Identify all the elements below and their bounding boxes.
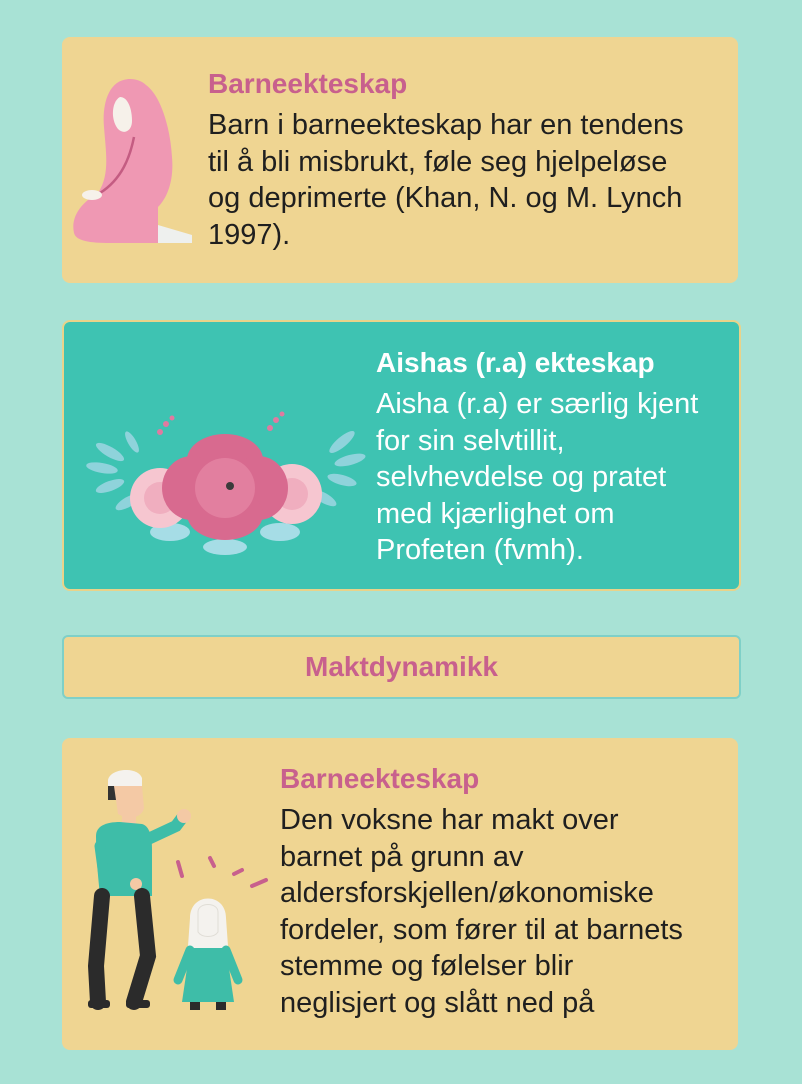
section-3-line: aldersforskjellen/økonomiske [280, 877, 654, 909]
section-2-title: Aishas (r.a) ekteskap [376, 347, 655, 378]
section-1-line: Barn i barneekteskap har en tendens [208, 109, 684, 141]
section-3-line: stemme og følelser blir [280, 950, 574, 982]
section-3-text [280, 802, 683, 1021]
section-1-line: 1997). [208, 218, 291, 251]
section-3-title: Barneekteskap [280, 763, 480, 794]
section-2-line: Profeten (fvmh). [376, 534, 584, 566]
section-2-line: for sin selvtillit, [376, 424, 565, 457]
section-3-line: fordeler, som fører til at barnets [280, 913, 683, 946]
kneeling-woman-icon [70, 75, 200, 245]
section-1-line: til å bli misbrukt, føle seg hjelpeløse [208, 145, 668, 178]
section-1-title: Barneekteskap [208, 68, 408, 99]
banner-title: Maktdynamikk [305, 651, 498, 682]
man-and-child-icon [86, 766, 286, 1016]
section-banner [62, 635, 741, 699]
section-2-line: Aisha (r.a) er særlig kjent [376, 388, 699, 420]
section-2-text [376, 386, 698, 569]
section-3-line: neglisjert og slått ned på [280, 986, 595, 1019]
section-3-line: barnet på grunn av [280, 840, 524, 873]
section-3-line: Den voksne har makt over [280, 804, 619, 836]
section-2-line: med kjærlighet om [376, 497, 615, 530]
flower-bouquet-icon [80, 402, 370, 562]
card-child-marriage-1 [62, 37, 738, 283]
card-child-marriage-2 [62, 738, 738, 1050]
section-1-line: og deprimerte (Khan, N. og M. Lynch [208, 182, 683, 214]
section-2-line: selvhevdelse og pratet [376, 461, 667, 493]
section-1-text [208, 107, 684, 253]
card-aisha-marriage [62, 320, 741, 591]
